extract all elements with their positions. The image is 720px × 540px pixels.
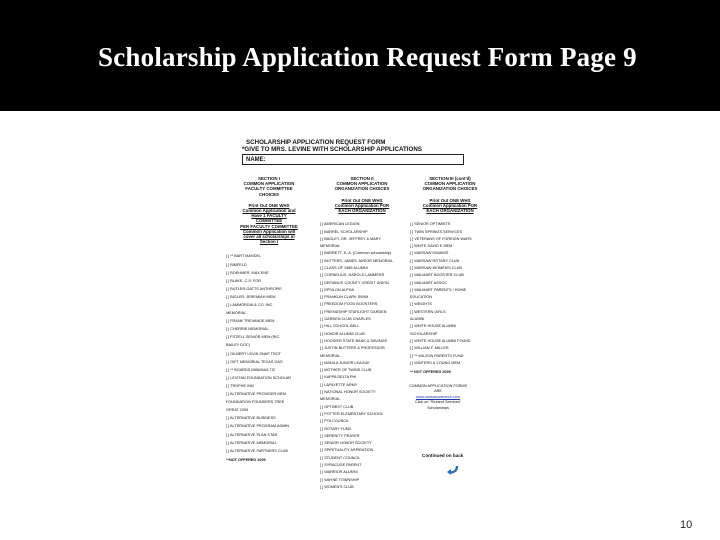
checklist-item: [ ] LAMMORGIA & CO. INC. <box>226 303 274 307</box>
name-field <box>242 154 464 165</box>
checklist-item: [ ] PTA COUNCIL <box>320 419 350 424</box>
checklist-item: [ ] KAPPA DELTA PHI <box>320 375 357 380</box>
checklist-item: [ ] CLASS OF 1985 ALUMNI <box>320 266 368 270</box>
checklist-item: [ ] MOTHER OF TWINS CLUB <box>320 368 372 373</box>
checklist-item: [ ] ** WILSON PARENTS FUND <box>410 353 464 358</box>
checklist-item: [ ] SENIOR HONOR SOCIETY <box>320 441 372 446</box>
common-application-info <box>400 384 476 420</box>
checklist-item: [ ] AMERICAN LEGION <box>320 222 360 227</box>
section-3-footnote: ** NOT OFFERED 2009 <box>410 370 451 375</box>
checklist-item: [ ] FRANK TREVANDE MEM <box>226 319 275 324</box>
checklist-item: [ ] EPSILON ALPHA <box>320 287 354 292</box>
checklist-item: [ ] FITZELL SENIOR MEM (RIC <box>226 335 280 340</box>
checklist-item: [ ] SERENITY PRAYER <box>320 433 360 438</box>
checklist-item: [ ] ** BOARDS MINIMUM TIC <box>226 367 276 372</box>
checklist-item: [ ] TROPHE INN <box>226 383 254 388</box>
checklist-item: [ ] CORNELIUS, HAROLD LAMMERS <box>320 273 385 278</box>
website-link[interactable]: www.warsawwsearch.com <box>415 394 461 399</box>
checklist-item: [ ] ALTERNATIVE PROGRAM ADMIN <box>226 424 290 429</box>
checklist-item: [ ] WILLIAM F. MILLER <box>410 346 449 351</box>
checklist-item: [ ] WEIGHTS <box>410 302 432 307</box>
checklist-item: MEMORIAL <box>320 353 341 358</box>
checklist-item: [ ] STUDENT COUNCIL <box>320 455 361 460</box>
checklist-item: [ ] SPIRITUALITY ASPIRATION <box>320 448 374 453</box>
checklist-item: [ ] JUSTIN BUTTERS & PROFESSOR <box>320 346 385 351</box>
checklist-item: [ ] WINTERS & YOUNG MEM <box>410 360 461 365</box>
checklist-item: [ ] GIFT MEMORIAL TEXAS GAS <box>226 359 283 364</box>
slide-title: Scholarship Application Request Form Page 9 <box>98 42 637 72</box>
checklist-item: MEMORIAL <box>320 397 341 402</box>
checklist-item: [ ] HOOSIER STATE BANK & SAVINGS <box>320 338 388 343</box>
checklist-item: [ ] WALMART PARENTS / HOME <box>410 287 467 292</box>
curved-arrow-icon <box>446 464 460 476</box>
checklist-item: [ ] WHITE DAVID E MEM <box>410 244 453 249</box>
checklist-item: [ ] ROTARY FUND <box>320 426 352 431</box>
section-3-note: Print Out ONE WHS Common Application FOR EACH ORGANIZATION <box>422 197 478 214</box>
info-line-3: Click on "Student Services" <box>415 400 461 405</box>
info-line-1: COMMON APPLICATION FORMS <box>408 384 468 388</box>
checklist-item: [ ] ALTERNATIVE BUSINESS <box>226 416 276 421</box>
checklist-item: [ ] FREEDOM FOOD BOOSTERS <box>320 302 378 307</box>
checklist-item: [ ] WARSAW KIWANIS <box>410 251 449 256</box>
checklist-item: [ ] WARRIOR ALUMNI <box>320 470 358 475</box>
checklist-item: MEMORIAL <box>226 311 247 316</box>
info-line-2: ARE <box>434 389 442 394</box>
section-2-column <box>320 176 404 491</box>
checklist-item: [ ] WALMART ASSOC <box>410 280 448 285</box>
section-2-heading: SECTION II COMMON APPLICATION ORGANIZATION CHOICES <box>334 176 390 192</box>
checklist-item: [ ] FRIENDSHIP STARLIGHT GARDEN <box>320 309 387 314</box>
checklist-item: [ ] BIGLER, JEREMIAH MEM <box>226 294 276 299</box>
checklist-item: [ ] WALMART BOOSTER CLUB <box>410 273 464 278</box>
page-number: 10 <box>680 519 693 531</box>
section-2-note: Print Out ONE WHS Common Application FOR EACH ORGANIZATION <box>334 197 390 214</box>
section-3-column <box>410 176 490 375</box>
checklist-item: [ ] WESTERN GIRLS <box>410 309 446 314</box>
checklist-item: [ ] HONOR ALUMNI CLUB <box>320 331 365 336</box>
checklist-item: [ ] BARREL SCHOLARSHIP <box>320 229 368 234</box>
checklist-item: [ ] ALTERNATIVE PLAN STAR <box>226 432 278 437</box>
checklist-item: [ ] WHITE HOUSE ALUMNI FOUND <box>410 338 471 343</box>
checklist-item: [ ] POTTER ELEMENTARY SCHOOL <box>320 411 384 416</box>
checklist-item: [ ] VETERANS OF FOREIGN WARS <box>410 236 472 241</box>
section-1-heading: SECTION I COMMON APPLICATION FACULTY COMMITTEE CHOICES <box>243 176 295 197</box>
checklist-item: [ ] BARRETT, D. A. (Common scholarship) <box>320 251 392 256</box>
checklist-item: GREAT 2009 <box>226 408 249 413</box>
checklist-item: FOUNDATION FOUNDERS TREE <box>226 400 285 405</box>
checklist-item: [ ] ALTERNATIVE PARTNERS CLUB <box>226 448 288 453</box>
checklist-item: [ ] NATIONAL HONOR SOCIETY <box>320 390 376 395</box>
checklist-item: MEMORIAL <box>320 244 341 249</box>
checklist-item: [ ] SENIOR OPTIMISTS <box>410 222 451 227</box>
checklist-item: [ ] WARSAW ROTARY CLUB <box>410 258 460 263</box>
name-label: NAME: <box>246 157 266 163</box>
checklist-item: [ ] ALTERNATIVE PROVIDER MEM <box>226 392 287 397</box>
slide-header <box>0 0 720 111</box>
continued-on-back: Continued on back <box>422 453 464 458</box>
scholarship-form-image <box>222 136 490 494</box>
checklist-item: [ ] GILBERT LEVIN SNAP TROT <box>226 351 282 356</box>
section-1-column <box>226 176 312 463</box>
checklist-item: [ ] BIMFELD <box>226 262 247 267</box>
checklist-item: [ ] CHERRIE MEMORIAL <box>226 327 269 332</box>
checklist-item: [ ] WAYNE TOWNSHIP <box>320 477 360 482</box>
form-subtitle: *GIVE TO MRS. LEVINE WITH SCHOLARSHIP APPLICATIONS <box>242 146 422 153</box>
checklist-item: [ ] LEVITAN FOUNDATION SCHOLAR <box>226 375 292 380</box>
checklist-item: [ ] GARDEN CLUB CHARLES <box>320 317 371 322</box>
form-title: SCHOLARSHIP APPLICATION REQUEST FORM <box>246 139 386 146</box>
checklist-item: [ ] MANILA JUNIOR LEAGUE <box>320 360 370 365</box>
checklist-item: [ ] OPTIMIST CLUB <box>320 404 354 409</box>
info-line-4: Scholarships <box>427 405 449 410</box>
checklist-item: EDUCATION <box>410 295 433 300</box>
checklist-item: [ ] BLAKE, C.S. FOR <box>226 278 262 283</box>
checklist-item: [ ] WHITE HOUSE ALUMNI <box>410 324 457 329</box>
section-1-list <box>226 252 312 454</box>
checklist-item: [ ] BOEHMER, MAX ENE <box>226 270 269 275</box>
page-mark: . <box>350 481 352 486</box>
checklist-item: ALUMNI <box>410 317 425 322</box>
checklist-item: BAILEY DOC) <box>226 343 250 348</box>
checklist-item: [ ] DEFIANCE COUNTY CREDIT UNION <box>320 280 389 285</box>
section-2-list <box>320 221 404 491</box>
checklist-item: [ ] FRANKLIN CLARK SWIM <box>320 295 369 300</box>
checklist-item: [ ] TWIN SPRINGS SERVICES <box>410 229 463 234</box>
section-3-heading: SECTION III (cont'd) COMMON APPLICATION ORGANIZATION CHOICES <box>422 176 478 192</box>
section-1-footnote: **NOT OFFERED 2009 <box>226 457 266 462</box>
section-1-note: Print Out ONE WHS Common Application and Have 1 FACULTY COMMITTEE PER FACULTY COMMITTEE Common Application will cover all scholarships in Section I <box>240 202 298 245</box>
checklist-item: [ ] ** BART MANDEL <box>226 254 262 259</box>
checklist-item: [ ] WARSAW WOMEN'S CLUB <box>410 266 462 270</box>
checklist-item: [ ] ALTERNATIVE MEMORIAL <box>226 440 277 445</box>
checklist-item: SCHOLARSHIP <box>410 331 438 336</box>
checklist-item: [ ] BUTTERS, JAMES JUNIOR MEMORIAL <box>320 258 394 263</box>
checklist-item: [ ] WOMEN'S CLUB <box>320 484 354 489</box>
checklist-item: [ ] BAGLEY, DR. JEFFREY & MARY <box>320 236 381 241</box>
section-3-list <box>410 221 490 367</box>
checklist-item: [ ] BUTLER-GATTS ANTHROPIE <box>226 286 282 291</box>
checklist-item: [ ] LAFAYETTE ARMY <box>320 382 358 387</box>
checklist-item: [ ] HILL SCHOOL BELL <box>320 324 360 329</box>
checklist-item: [ ] SYRACUSE PARENT <box>320 463 362 468</box>
